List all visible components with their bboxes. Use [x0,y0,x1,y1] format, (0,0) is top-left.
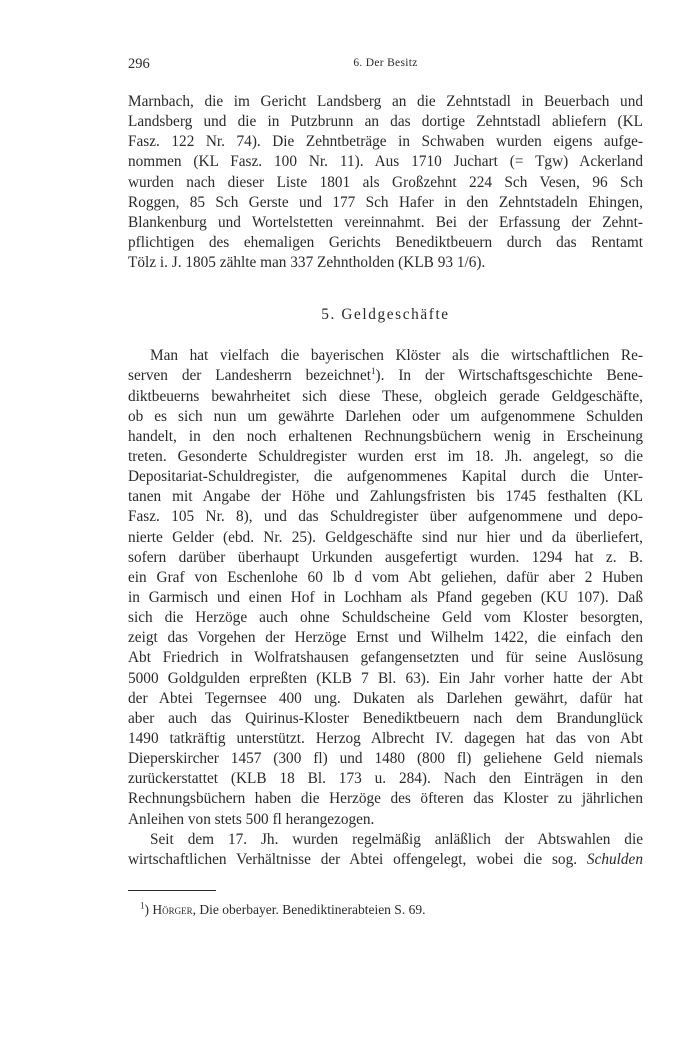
text-line: Landsberg und die in Putzbrunn an das dortige Zehntstadl abliefern (KL [128,113,643,131]
text-line: sich die Herzöge auch ohne Schuldscheine Geld vom Kloster besorgten, [128,609,643,627]
text-line: ob es sich nun um gewährte Darlehen oder um aufgenommene Schulden [128,407,643,425]
text-line: diktbeuerns bewahrheitet sich diese These, obgleich gerade Geldgeschäfte, [128,387,643,405]
running-head [128,56,643,78]
paragraph-abbot-elections [128,830,643,870]
text-line: wurden nach dieser Liste 1801 als Großzehnt 224 Sch Vesen, 96 Sch [128,173,643,191]
text-line: aber auch das Quirinus-Kloster Benediktbeuern nach dem Brandunglück [128,709,643,727]
text-line: Depositariat-Schuldregister, die aufgenommenes Kapital durch die Unter- [128,468,643,486]
text-line: tanen mit Angabe der Höhe und Zahlungsfristen bis 1745 festhalten (KL [128,488,643,506]
text-line: Man hat vielfach die bayerischen Klöster als die wirtschaftlichen Re- [150,347,643,365]
paragraph-tithe [128,92,643,273]
footnote: $^1$) Hörger, Die oberbayer. Benediktinerabteien S. 69. [140,900,426,917]
text-line: Rechnungsbüchern haben die Herzöge des öfteren das Kloster zu jährlichen [128,790,643,808]
footnote-text: , Die oberbayer. Benediktinerabteien S. 69. [192,901,426,917]
book-page [128,56,643,919]
text-line: Fasz. 105 Nr. 8), und das Schuldregister über aufgenommene und depo- [128,508,643,526]
text-line: Roggen, 85 Sch Gerste und 177 Sch Hafer in den Zehntstadeln Ehingen, [128,193,643,211]
text-segment: ). In der Wirtschaftsgeschichte Bene- [375,367,643,385]
text-line: Anleihen von stets 500 fl herangezogen. [128,810,375,828]
text-line: Seit dem 17. Jh. wurden regelmäßig anläßlich der Abtswahlen die [150,830,643,848]
text-line: Marnbach, die im Gericht Landsberg an die Zehntstadl in Beuerbach und [128,93,643,110]
text-line: treten. Gesonderte Schuldregister wurden erst im 18. Jh. angelegt, so die [128,447,643,465]
text-line: Blankenburg und Wortelstetten vereinnahmt. Bei der Erfassung der Zehnt- [128,213,643,231]
text-segment: serven der Landesherrn bezeichnet [128,367,371,385]
chapter-title: 6. Der Besitz [353,57,418,69]
footnote-divider [128,890,216,891]
text-line: Fasz. 122 Nr. 74). Die Zehntbeträge in Schwaben wurden eigens aufge- [128,133,643,151]
text-line: zeigt das Vorgehen der Herzöge Ernst und Wilhelm 1422, die einfach den [128,629,643,647]
text-line: sofern darüber überhaupt Urkunden ausgefertigt wurden. 1294 hat z. B. [128,548,643,566]
text-line: der Abtei Tegernsee 400 ung. Dukaten als Darlehen gewährt, dafür hat [128,689,643,707]
text-segment: wirtschaftlichen Verhältnisse der Abtei offengelegt, wobei die sog. [128,850,578,868]
paragraph-money-dealings [128,346,643,829]
text-line: nierte Gelder (ebd. Nr. 25). Geldgeschäfte sind nur hier und da überliefert, [128,528,643,546]
text-line: ein Graf von Eschenlohe 60 lb d vom Abt geliehen, dafür aber 2 Huben [128,568,643,586]
text-line [128,850,643,870]
footnote-author: Hörger [152,901,193,917]
text-line: nommen (KL Fasz. 100 Nr. 11). Aus 1710 Juchart (= Tgw) Ackerland [128,153,643,171]
text-line: Tölz i. J. 1805 zählte man 337 Zehntholden (KLB 93 1/6). [128,254,486,272]
text-line: in Garmisch und einen Hof in Lochham als Pfand gegeben (KU 107). Daß [128,588,643,606]
page-number: 296 [128,56,150,72]
text-line: 5000 Goldgulden erpreßten (KLB 7 Bl. 63). Ein Jahr vorher hatte der Abt [128,669,643,687]
text-line: pflichtigen des ehemaligen Gerichts Benediktbeuern durch das Rentamt [128,233,643,251]
italic-term: Schulden [586,850,643,868]
footnote-reference[interactable]: 1 [371,366,376,377]
text-line [128,366,643,386]
section-heading: 5. Geldgeschäfte [321,306,450,324]
text-line: zurückerstattet (KLB 18 Bl. 173 u. 284). Nach den Einträgen in den [128,770,643,788]
text-line: Abt Friedrich in Wolfratshausen gefangensetzten und für seine Auslösung [128,649,643,667]
text-line: 1490 tatkräftig unterstützt. Herzog Albrecht IV. dagegen hat das von Abt [128,729,643,747]
footnote-marker: 1 [140,900,145,911]
text-line: handelt, in den noch erhaltenen Rechnungsbüchern wenig in Erscheinung [128,427,643,445]
text-line: Dieperskircher 1457 (300 fl) und 1480 (800 fl) geliehene Geld niemals [128,750,643,768]
